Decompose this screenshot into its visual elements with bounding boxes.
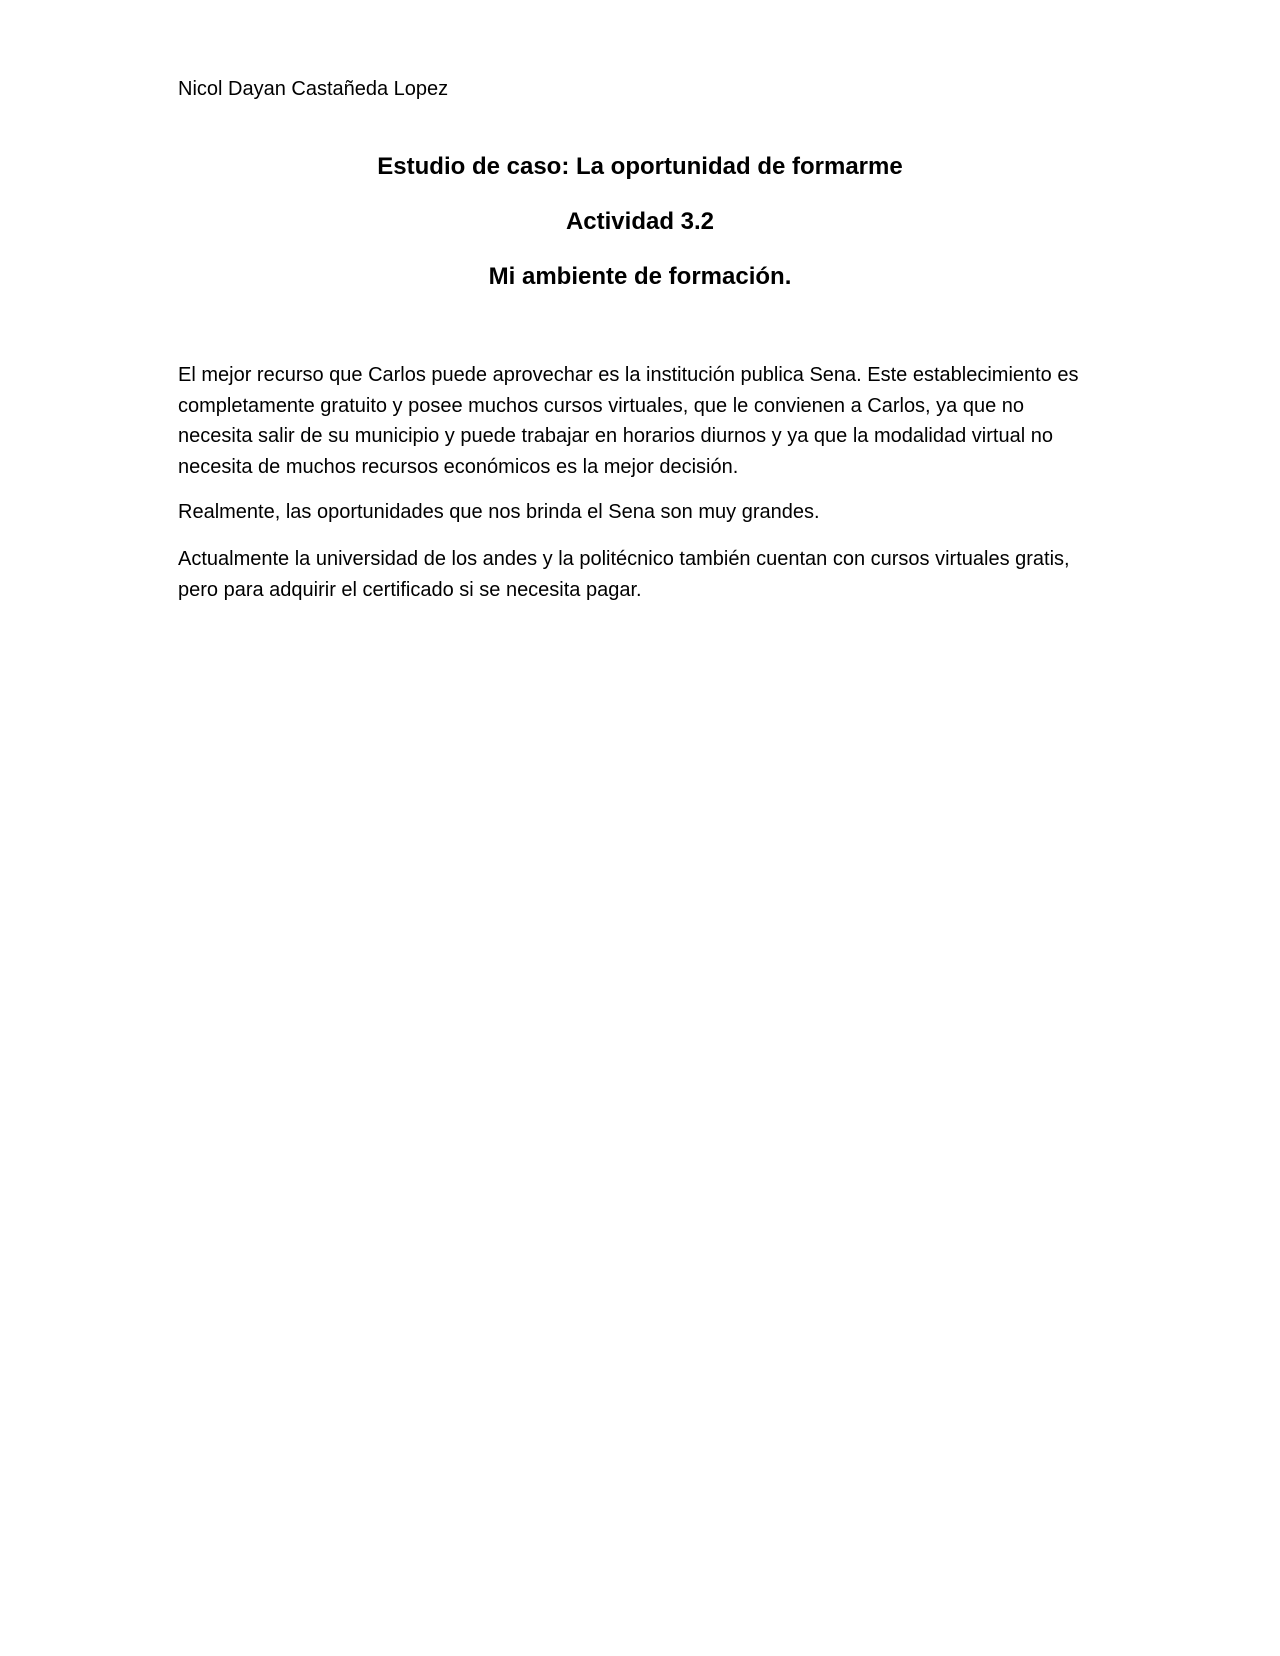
paragraph-2: Realmente, las oportunidades que nos brinda el Sena son muy grandes. bbox=[178, 501, 820, 523]
author-name: Nicol Dayan Castañeda Lopez bbox=[178, 78, 449, 100]
paragraph-1: El mejor recurso que Carlos puede aprovechar es la institución publica Sena. Este establecimiento es completamente gratuito y posee muchos cursos virtuales, que le convienen a Carlos, ya que no necesita salir de su municipio y puede trabajar en horarios diurnos y ya que la modalidad virtual no necesita de muchos recursos económicos es la mejor decisión. bbox=[178, 364, 1079, 478]
document-title: Estudio de caso: La oportunidad de formarme bbox=[377, 153, 903, 180]
activity-heading: Actividad 3.2 bbox=[565, 208, 715, 235]
paragraph-3: Actualmente la universidad de los andes y la politécnico también cuentan con cursos virtuales gratis, pero para adquirir el certificado si se necesita pagar. bbox=[178, 548, 1070, 601]
document-subtitle: Mi ambiente de formación. bbox=[488, 263, 792, 290]
